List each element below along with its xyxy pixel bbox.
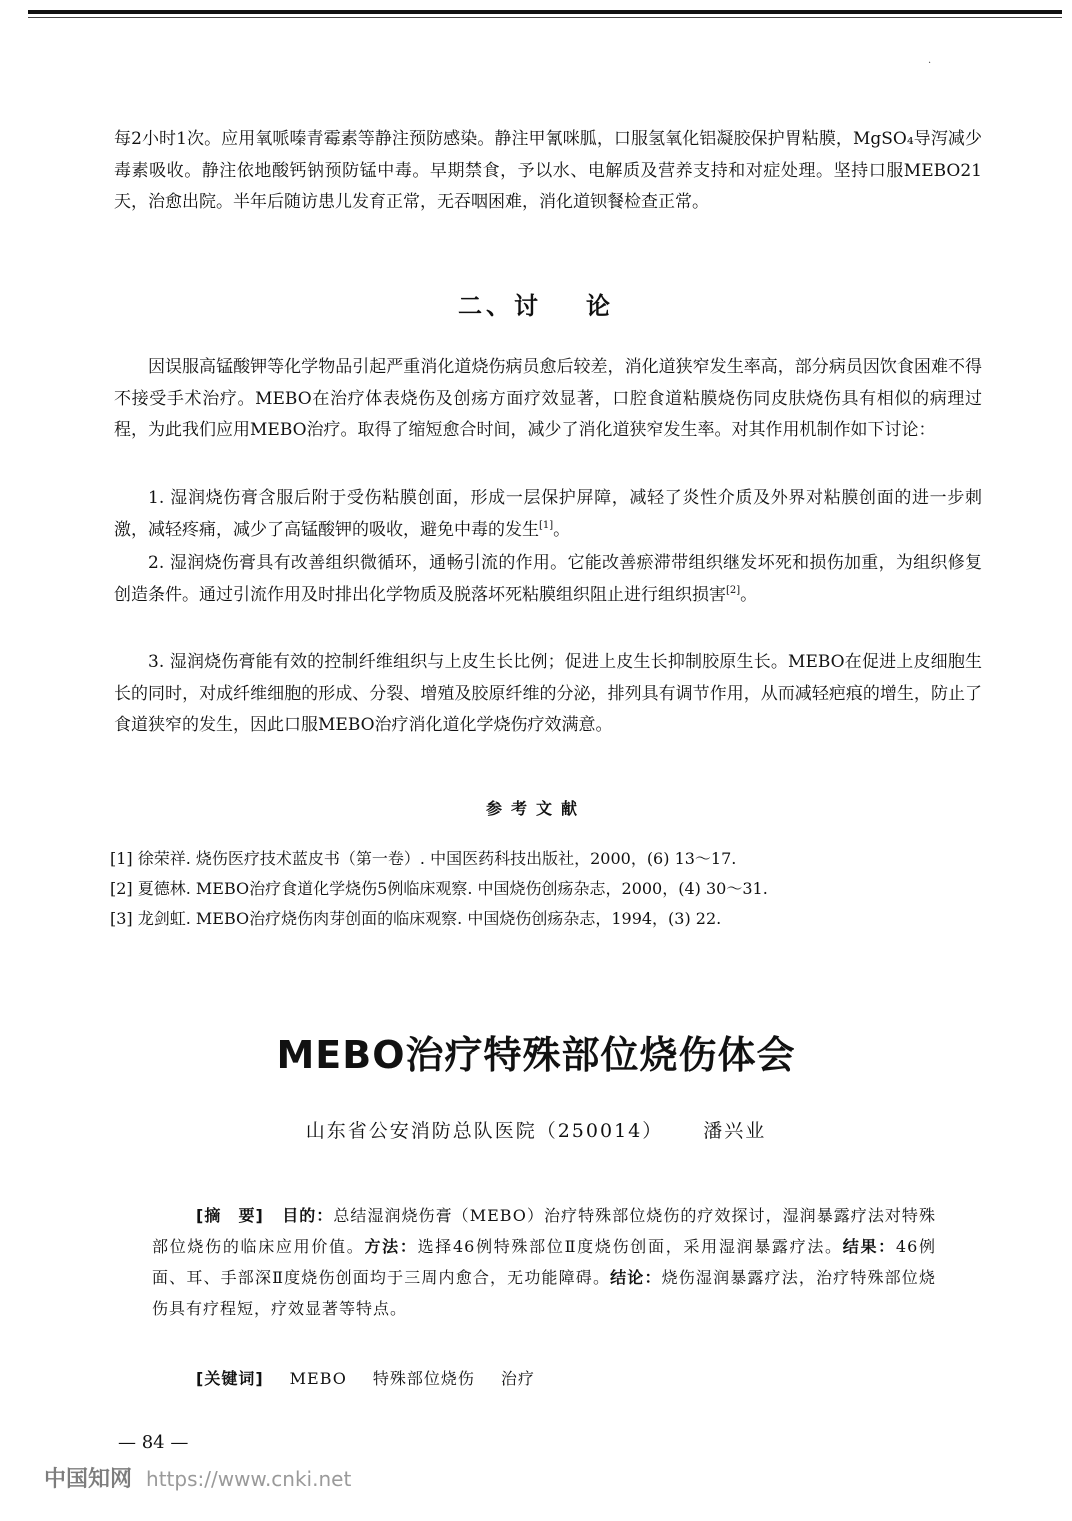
article-title: MEBO治疗特殊部位烧伤体会 [276, 1033, 796, 1077]
affiliation-line [0, 1116, 1072, 1143]
method-label: 方法： [364, 1237, 418, 1256]
section-heading-part1: 二、讨 [458, 292, 542, 320]
result-label: 结果： [842, 1237, 896, 1256]
keyword: 治疗 [500, 1369, 535, 1388]
point-2-end: 。 [740, 584, 758, 605]
references-heading: 参考文献 [485, 799, 586, 818]
method-text: 选择46例特殊部位Ⅱ度烧伤创面，采用湿润暴露疗法。 [417, 1237, 843, 1256]
conclusion-text: 烧伤湿润暴露疗法，治疗特殊部位烧伤具有疗程短，疗效显著等特点。 [152, 1268, 936, 1318]
reference-item: [2] 夏德林. MEBO治疗食道化学烧伤5例临床观察. 中国烧伤创疡杂志，2000，(4) 30～31. [110, 879, 768, 898]
discussion-point-1 [114, 483, 982, 546]
keywords-label: [关键词] [196, 1369, 264, 1388]
point-2-text: 2. 湿润烧伤膏具有改善组织微循环，通畅引流的作用。它能改善瘀滞带组织继发坏死和损伤加重，为组织修复创造条件。通过引流作用及时排出化学物质及脱落坏死粘膜组织阻止进行组织损害 [114, 553, 982, 605]
point-1-end: 。 [553, 519, 571, 540]
abstract-label: [摘 要] [196, 1206, 264, 1225]
cnki-watermark [44, 1462, 351, 1493]
cnki-logo: 中国知网 [44, 1467, 133, 1492]
affiliation: 山东省公安消防总队医院（250014） [305, 1120, 664, 1142]
keyword: 特殊部位烧伤 [372, 1369, 475, 1388]
header-rule [28, 10, 1062, 14]
section-heading-part2: 论 [586, 292, 614, 320]
reference-item: [3] 龙剑虹. MEBO治疗烧伤肉芽创面的临床观察. 中国烧伤创疡杂志，1994，(3) 22. [110, 909, 722, 928]
section-heading-discussion [0, 286, 1072, 321]
discussion-point-2 [114, 548, 982, 611]
page-number: — 84 — [118, 1432, 189, 1453]
objective-label: 目的： [282, 1206, 334, 1225]
citation-2: [2] [726, 584, 741, 596]
reference-item: [1] 徐荣祥. 烧伤医疗技术蓝皮书（第一卷）. 中国医药科技出版社，2000，(6) 13～17. [110, 849, 737, 868]
references-list [110, 844, 990, 934]
discussion-intro: 因误服高锰酸钾等化学物品引起严重消化道烧伤病员愈后较差，消化道狭窄发生率高，部分病员因饮食困难不得不接受手术治疗。MEBO在治疗体表烧伤及创疡方面疗效显著，口腔食道粘膜烧伤同皮肤烧伤具有相似的病理过程，为此我们应用MEBO治疗。取得了缩短愈合时间，减少了消化道狭窄发生率。对其作用机制作如下讨论： [114, 357, 982, 440]
conclusion-label: 结论： [610, 1268, 662, 1287]
page-mark: · [928, 58, 932, 69]
discussion-point-3: 3. 湿润烧伤膏能有效的控制纤维组织与上皮生长比例；促进上皮生长抑制胶原生长。MEBO在促进上皮细胞生长的同时，对成纤维细胞的形成、分裂、增殖及胶原纤维的分泌，排列具有调节作用，从而减轻疤痕的增生，防止了食道狭窄的发生，因此口服MEBO治疗消化道化学烧伤疗效满意。 [114, 652, 982, 735]
citation-1: [1] [539, 519, 554, 531]
abstract [152, 1200, 936, 1324]
point-1-text: 1. 湿润烧伤膏含服后附于受伤粘膜创面，形成一层保护屏障，减轻了炎性介质及外界对粘膜创面的进一步刺激，减轻疼痛，减少了高锰酸钾的吸收，避免中毒的发生 [114, 488, 982, 540]
keywords-line [196, 1366, 535, 1389]
result-text: 46例面、耳、手部深Ⅱ度烧伤创面均于三周内愈合，无功能障碍。 [152, 1237, 936, 1287]
continued-paragraph: 每2小时1次。应用氧哌嗪青霉素等静注预防感染。静注甲氰咪胍，口服氢氧化铝凝胶保护胃粘膜，MgSO₄导泻减少毒素吸收。静注依地酸钙钠预防锰中毒。早期禁食，予以水、电解质及营养支持和对症处理。坚持口服MEBO21天，治愈出院。半年后随访患儿发育正常，无吞咽困难，消化道钡餐检查正常。 [114, 129, 982, 212]
objective-text: 总结湿润烧伤膏（MEBO）治疗特殊部位烧伤的疗效探讨，湿润暴露疗法对特殊部位烧伤的临床应用价值。 [152, 1206, 936, 1256]
keyword: MEBO [289, 1369, 347, 1388]
cnki-url[interactable]: https://www.cnki.net [146, 1467, 352, 1491]
author: 潘兴业 [703, 1120, 767, 1142]
header-rule-thin [28, 17, 1062, 18]
